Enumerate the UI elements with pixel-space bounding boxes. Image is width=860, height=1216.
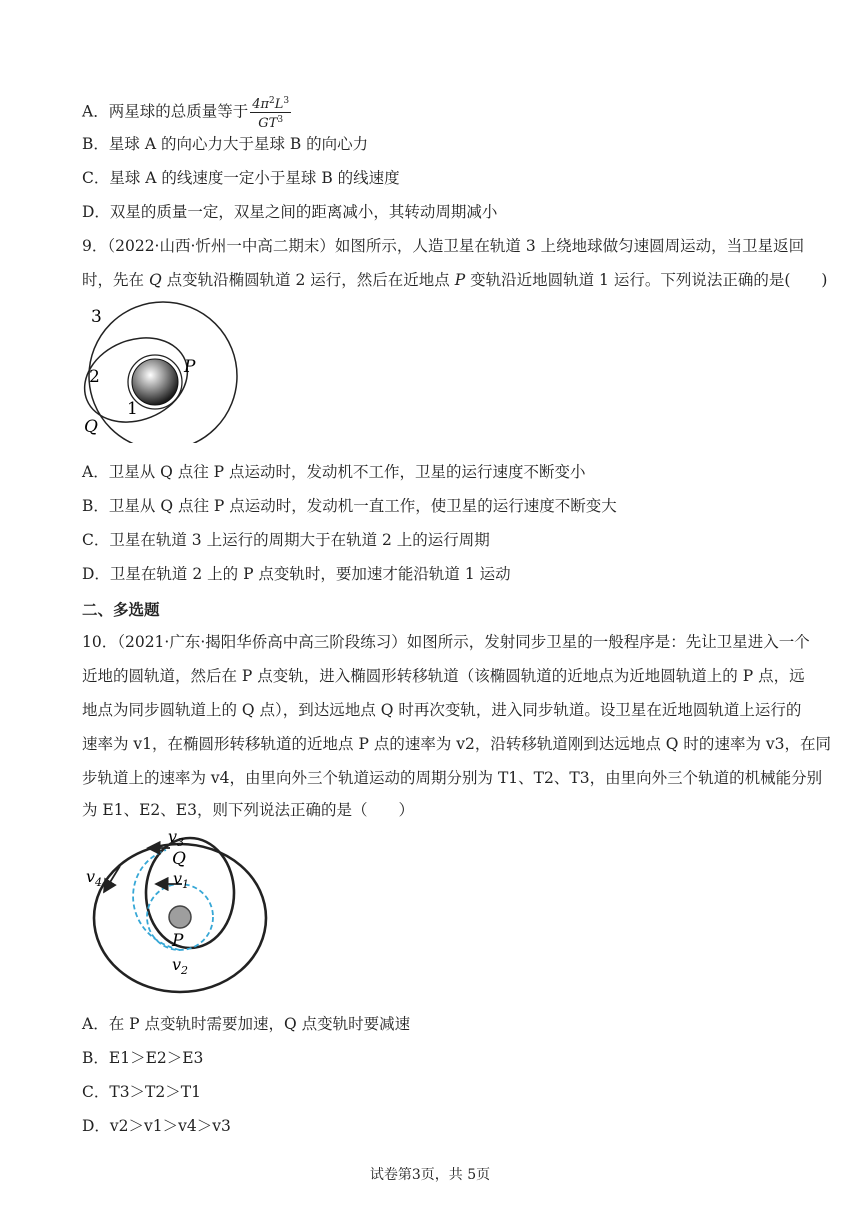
q8-option-c: C．星球 A 的线速度一定小于星球 B 的线速度 [82, 169, 400, 187]
q8-option-b: B．星球 A 的向心力大于星球 B 的向心力 [82, 135, 369, 153]
q10-option-a: A．在 P 点变轨时需要加速，Q 点变轨时要减速 [82, 1015, 411, 1033]
label-orbit-1: 1 [127, 399, 138, 419]
label-v2: $v_2$ [172, 955, 189, 977]
q9-option-c: C．卫星在轨道 3 上运行的周期大于在轨道 2 上的运行周期 [82, 531, 490, 549]
q9-option-b: B．卫星从 Q 点往 P 点运动时，发动机一直工作，使卫星的运行速度不断变大 [82, 497, 617, 515]
q8-option-d: D．双星的质量一定，双星之间的距离减小，其转动周期减小 [82, 203, 498, 221]
q10-stem-line1: 10．（2021·广东·揭阳华侨高中高三阶段练习）如图所示，发射同步卫星的一般程序是：先让卫星进入一个 [82, 633, 810, 651]
q10-option-b: B．E1＞E2＞E3 [82, 1049, 204, 1067]
transfer-orbit [146, 838, 234, 948]
label-orbit-2: 2 [89, 367, 100, 387]
q8-option-a [82, 94, 291, 131]
q8-option-a-fraction: $\frac{4\pi^2L^3}{GT^3}$ [252, 96, 290, 131]
label-q: Q [172, 849, 186, 869]
q10-stem-line2: 近地的圆轨道，然后在 P 点变轨，进入椭圆形转移轨道（该椭圆轨道的近地点为近地圆轨道上的 P 点，远 [82, 667, 805, 685]
q10-stem-line3: 地点为同步圆轨道上的 Q 点），到达远地点 Q 时再次变轨，进入同步轨道。设卫星在近地圆轨道上运行的 [82, 701, 802, 719]
earth-icon [169, 906, 191, 928]
page-footer: 试卷第3页，共 5页 [369, 1167, 491, 1183]
label-point-p: P [184, 357, 196, 377]
earth-icon [132, 359, 178, 405]
q9-orbit-figure [80, 298, 245, 443]
q10-stem-line4: 速率为 v1，在椭圆形转移轨道的近地点 P 点的速率为 v2，沿转移轨道刚到达远地点 Q 时的速率为 v3，在同 [82, 735, 831, 753]
q10-stem-line6: 为 E1、E2、E3，则下列说法正确的是（ ） [82, 801, 414, 819]
label-p: P [172, 931, 184, 951]
q9-stem-line2: 时，先在 Q 点变轨沿椭圆轨道 2 运行，然后在近地点 P 变轨沿近地圆轨道 1 运行。下列说法正确的是( ) [82, 271, 828, 289]
q10-option-c: C．T3＞T2＞T1 [82, 1083, 201, 1101]
q10-option-d: D．v2＞v1＞v4＞v3 [82, 1117, 231, 1135]
q9-stem-line1: 9．（2022·山西·忻州一中高二期末）如图所示，人造卫星在轨道 3 上绕地球做匀速圆周运动，当卫星返回 [82, 237, 805, 255]
label-orbit-3: 3 [91, 307, 102, 327]
label-point-q: Q [84, 417, 98, 437]
label-v3: $v_3$ [168, 827, 185, 849]
q9-option-d: D．卫星在轨道 2 上的 P 点变轨时，要加速才能沿轨道 1 运动 [82, 565, 511, 583]
q10-orbit-figure [80, 826, 280, 1006]
label-v4: $v_4$ [86, 867, 103, 889]
q9-option-a: A．卫星从 Q 点往 P 点运动时，发动机不工作，卫星的运行速度不断变小 [82, 463, 586, 481]
section-heading: 二、多选题 [82, 601, 160, 619]
label-v1: $v_1$ [173, 869, 190, 891]
q10-stem-line5: 步轨道上的速率为 v4，由里向外三个轨道运动的周期分别为 T1、T2、T3，由里向外三个轨道的机械能分别 [82, 769, 823, 787]
q8-option-a-text: A．两星球的总质量等于 [82, 102, 249, 121]
